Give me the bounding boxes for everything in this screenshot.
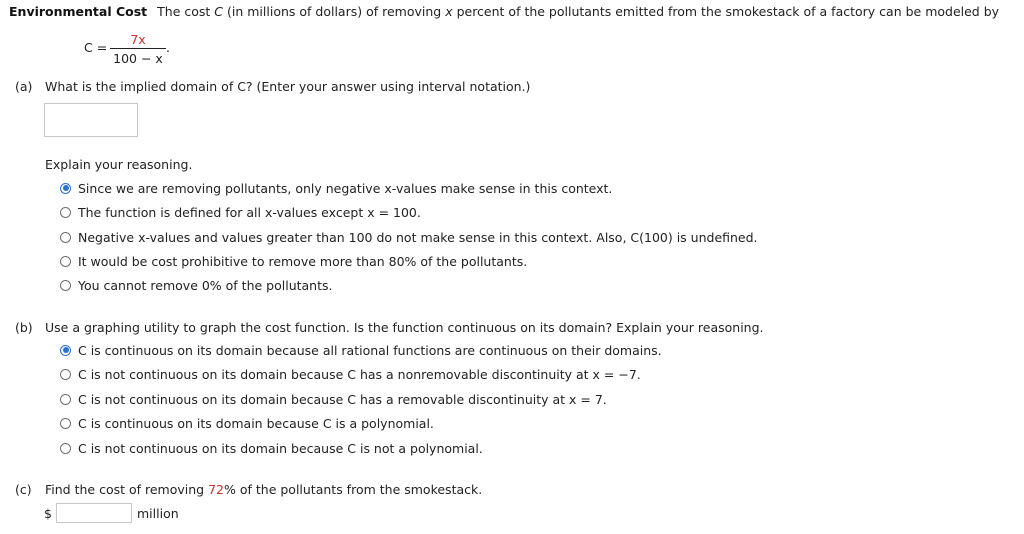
- part-b-label: (b): [15, 320, 33, 335]
- option-label: It would be cost prohibitive to remove more than 80% of the pollutants.: [78, 253, 528, 269]
- intro-text-2: (in millions of dollars) of removing: [223, 4, 446, 19]
- formula-period: .: [166, 40, 170, 55]
- option-label: You cannot remove 0% of the pollutants.: [78, 277, 333, 293]
- radio-button[interactable]: [60, 394, 71, 405]
- radio-button[interactable]: [60, 207, 71, 218]
- option-label: C is not continuous on its domain because C is not a polynomial.: [78, 440, 483, 456]
- part-b-option-5[interactable]: [60, 440, 483, 456]
- part-a-reason-prompt: Explain your reasoning.: [45, 157, 193, 172]
- option-label: C is continuous on its domain because all rational functions are continuous on their domains.: [78, 342, 662, 358]
- part-a-question: What is the implied domain of C? (Enter your answer using interval notation.): [45, 79, 531, 94]
- option-label: C is not continuous on its domain because C has a nonremovable discontinuity at x = −7.: [78, 366, 641, 382]
- radio-button[interactable]: [60, 369, 71, 380]
- part-a-option-2[interactable]: [60, 204, 421, 220]
- problem-title: Environmental Cost: [9, 4, 148, 19]
- intro-var-x: x: [445, 4, 453, 19]
- formula-lhs: C =: [84, 40, 108, 55]
- radio-button[interactable]: [60, 418, 71, 429]
- unit-label: million: [137, 506, 179, 521]
- option-label: Since we are removing pollutants, only negative x-values make sense in this context.: [78, 180, 613, 196]
- part-b-question: Use a graphing utility to graph the cost function. Is the function continuous on its domain? Explain your reasoning.: [45, 320, 764, 335]
- part-a-option-3[interactable]: [60, 229, 758, 245]
- radio-button-selected[interactable]: [60, 183, 71, 194]
- part-a-option-5[interactable]: [60, 277, 333, 293]
- part-b-option-1[interactable]: [60, 342, 662, 358]
- radio-button[interactable]: [60, 280, 71, 291]
- part-c-question-text-1: Find the cost of removing: [45, 482, 209, 497]
- radio-button[interactable]: [60, 232, 71, 243]
- part-c-label: (c): [15, 482, 32, 497]
- radio-button-selected[interactable]: [60, 345, 71, 356]
- intro-text-1: The cost: [157, 4, 215, 19]
- part-c-question-text-2: % of the pollutants from the smokestack.: [224, 482, 483, 497]
- part-a-option-1[interactable]: [60, 180, 612, 196]
- part-c-percent-value: 72: [208, 482, 224, 497]
- radio-button[interactable]: [60, 256, 71, 267]
- formula-denominator: 100 − x: [113, 51, 163, 66]
- part-c-question: [45, 482, 482, 497]
- cost-answer-input[interactable]: [56, 503, 132, 523]
- part-b-option-3[interactable]: [60, 391, 607, 407]
- problem-header: [9, 4, 999, 19]
- option-label: Negative x-values and values greater than 100 do not make sense in this context. Also, C(100) is undefined.: [78, 229, 758, 245]
- option-label: C is continuous on its domain because C is a polynomial.: [78, 415, 434, 431]
- domain-answer-input[interactable]: [44, 103, 138, 137]
- formula-fraction: [110, 32, 166, 66]
- intro-text-3: percent of the pollutants emitted from the smokestack of a factory can be modeled by: [452, 4, 1000, 19]
- fraction-bar: [110, 48, 166, 49]
- intro-var-c: C: [214, 4, 224, 19]
- part-b-option-2[interactable]: [60, 366, 641, 382]
- part-a-label: (a): [15, 79, 33, 94]
- formula-numerator: 7x: [130, 32, 146, 47]
- currency-symbol: $: [44, 506, 52, 521]
- part-a-option-4[interactable]: [60, 253, 527, 269]
- radio-button[interactable]: [60, 443, 71, 454]
- option-label: C is not continuous on its domain because C has a removable discontinuity at x = 7.: [78, 391, 607, 407]
- option-label: The function is defined for all x-values except x = 100.: [78, 204, 421, 220]
- part-b-option-4[interactable]: [60, 415, 434, 431]
